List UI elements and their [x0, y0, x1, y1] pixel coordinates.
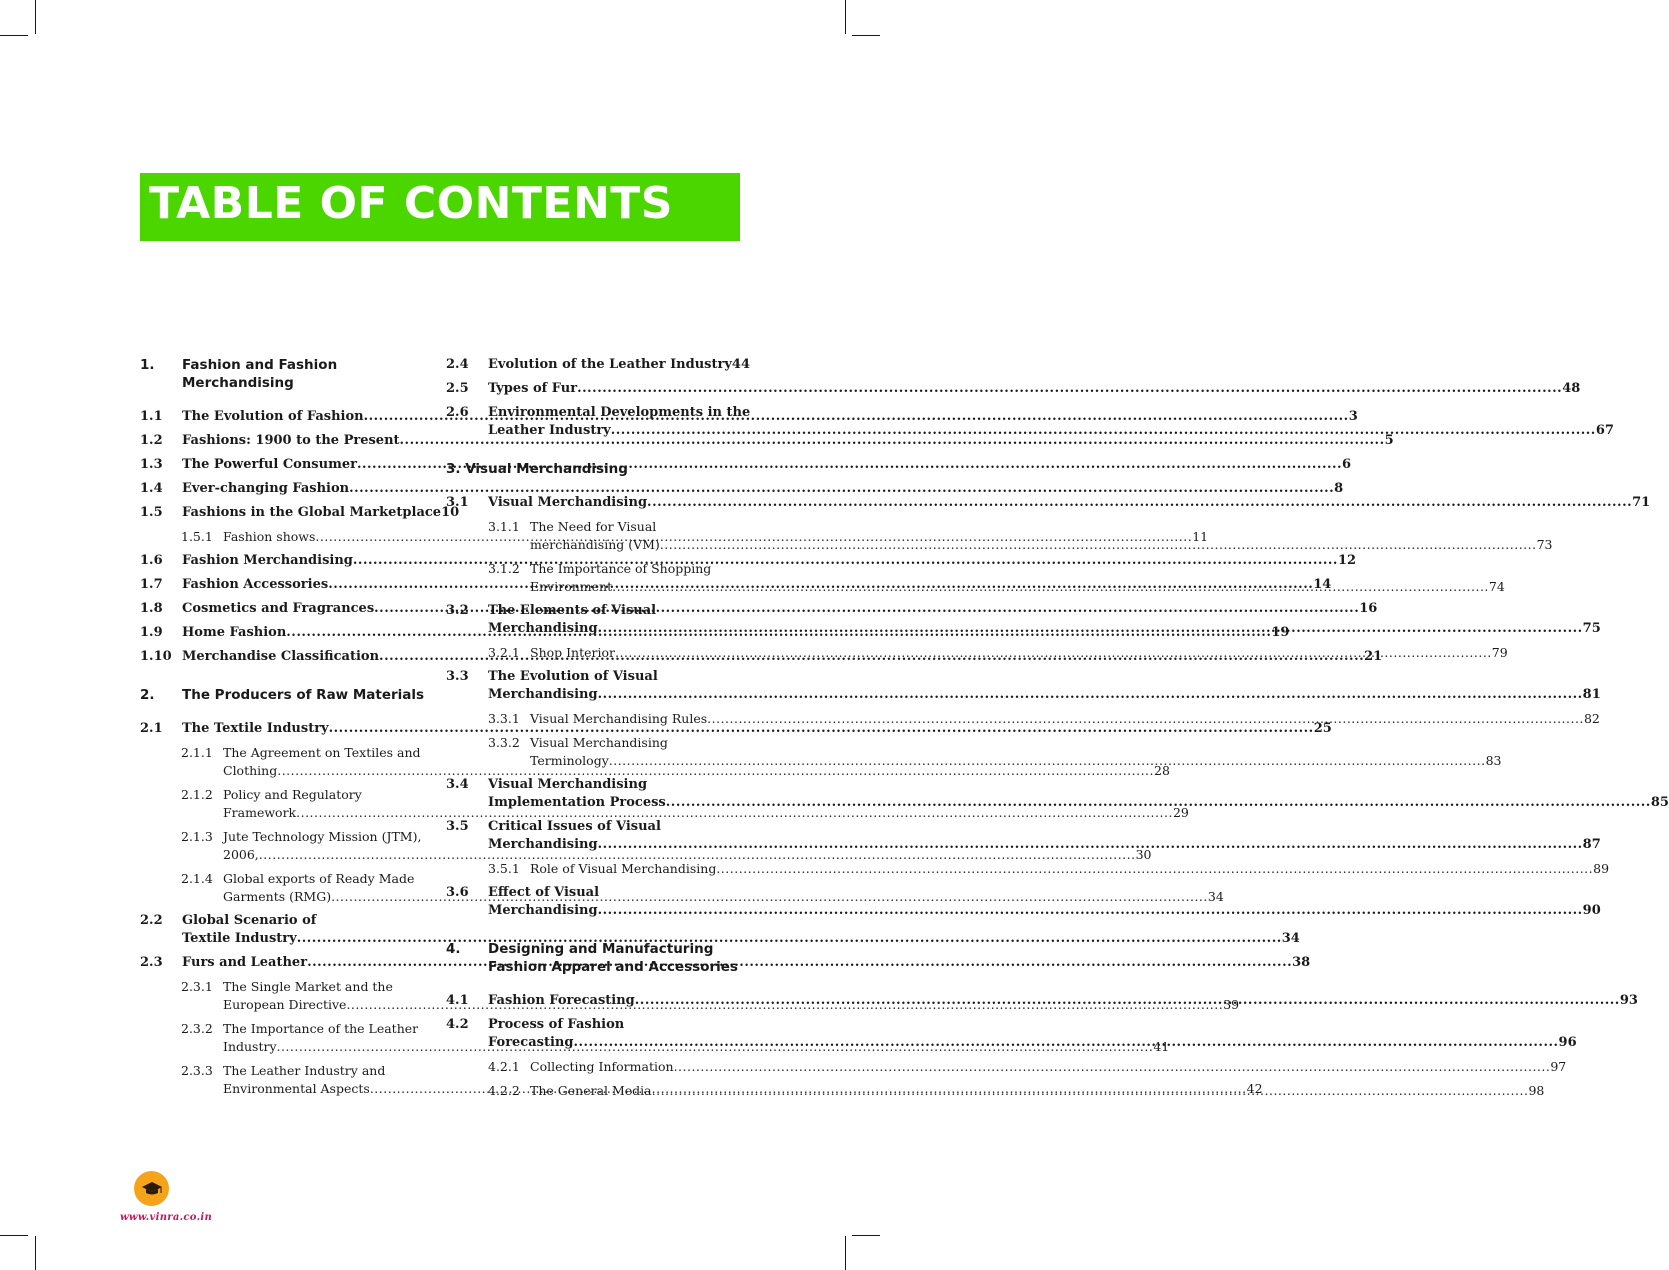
- toc-entry-title: European Directive: [223, 997, 347, 1012]
- toc-page-number: 14: [1313, 577, 1332, 592]
- toc-page-number: 12: [1337, 553, 1357, 568]
- toc-entry-number: 3.1.1: [488, 519, 520, 534]
- toc-entry-title: Collecting Information: [530, 1059, 674, 1074]
- toc-entry-number: 2.3.3: [181, 1063, 213, 1078]
- toc-entry-number: 2.2: [140, 913, 163, 928]
- dot-leader: [647, 494, 1632, 512]
- toc-page-number: 19: [1271, 625, 1290, 640]
- dot-leader: [297, 930, 1282, 948]
- dot-leader: [707, 710, 1584, 728]
- toc-entry-title: Home Fashion: [182, 625, 287, 640]
- toc-page-number: 29: [1172, 805, 1189, 820]
- toc-page-number: 16: [1359, 601, 1378, 616]
- dot-leader: [573, 1034, 1558, 1052]
- crop-mark: [0, 1235, 28, 1236]
- toc-entry-title: Visual Merchandising: [488, 777, 648, 792]
- toc-entry-number: 4.1: [446, 993, 469, 1008]
- toc-entry-number: 1.: [140, 357, 155, 373]
- toc-page-number: 28: [1154, 763, 1170, 778]
- toc-entry-title: The Producers of Raw Materials: [182, 687, 425, 703]
- toc-entry-number: 2.3: [140, 955, 163, 970]
- toc-entry-number: 1.10: [140, 649, 172, 664]
- dot-leader: [598, 836, 1583, 854]
- toc-entry-title: Fashion and Fashion: [182, 357, 338, 373]
- toc-entry-title: Ever-changing Fashion: [182, 481, 350, 496]
- toc-page-number: 93: [1619, 993, 1638, 1008]
- toc-entry-title: Merchandise Classification: [182, 649, 380, 664]
- toc-entry-title: Furs and Leather: [182, 955, 308, 970]
- toc-entry-number: 4.: [446, 941, 461, 957]
- toc-entry-number: 2.4: [446, 357, 469, 372]
- toc-entry-title: The Need for Visual: [530, 519, 657, 534]
- toc-entry-number: 2.3.1: [181, 979, 213, 994]
- toc-entry-title: Environmental Developments in the: [488, 405, 751, 420]
- toc-entry-title: The Evolution of Fashion: [182, 409, 364, 424]
- toc-entry-title: Clothing: [223, 763, 278, 778]
- toc-entry-title: The Evolution of Visual: [488, 669, 658, 684]
- toc-entry-number: 2.3.2: [181, 1021, 213, 1036]
- toc-entry-title: Leather Industry: [488, 423, 611, 438]
- toc-entry-title: The Importance of Shopping: [530, 561, 712, 576]
- crop-mark: [0, 35, 28, 36]
- dot-leader: [716, 860, 1593, 878]
- toc-entry-number: 3.3.2: [488, 735, 520, 750]
- toc-page-number: 42: [1246, 1081, 1263, 1096]
- toc-page-number: 85: [1650, 795, 1669, 810]
- toc-entry-number: 1.8: [140, 601, 163, 616]
- toc-page-number: 87: [1582, 837, 1601, 852]
- dot-leader: [609, 752, 1486, 770]
- toc-entry-number: 3.2: [446, 603, 469, 618]
- toc-page-number: 79: [1491, 645, 1508, 660]
- toc-page-number: 39: [1223, 997, 1240, 1012]
- toc-entry-number: 3.5.1: [488, 861, 520, 876]
- toc-entry-title: The Agreement on Textiles and: [223, 745, 421, 760]
- dot-leader: [577, 380, 1562, 398]
- toc-entry-title: Designing and Manufacturing: [488, 941, 714, 957]
- toc-entry-number: 3.5: [446, 819, 469, 834]
- toc-entry-title: Global exports of Ready Made: [223, 871, 415, 886]
- toc-entry-title: Effect of Visual: [488, 885, 600, 900]
- toc-entry-number: 3.1: [446, 495, 469, 510]
- dot-leader: [598, 620, 1583, 638]
- toc-entry-title: Process of Fashion: [488, 1017, 625, 1032]
- toc-entry-number: 4.2.2: [488, 1083, 520, 1098]
- dot-leader: [615, 644, 1492, 662]
- toc-page-number: 38: [1292, 955, 1311, 970]
- dot-leader: [674, 1058, 1551, 1076]
- toc-entry-title: Merchandising: [488, 687, 598, 702]
- toc-entry-title: 3. Visual Merchandising: [446, 461, 628, 477]
- toc-entry-number: 2.1: [140, 721, 163, 736]
- toc-page-number: 67: [1595, 423, 1614, 438]
- crop-mark: [852, 35, 880, 36]
- toc-page-number: 89: [1593, 861, 1610, 876]
- toc-page-number: 25: [1313, 721, 1332, 736]
- toc-entry-title: The General Media: [530, 1083, 652, 1098]
- toc-entry-number: 2.6: [446, 405, 469, 420]
- toc-page-number: 10: [441, 505, 460, 520]
- toc-entry-number: 1.4: [140, 481, 163, 496]
- toc-entry-number: 1.5.1: [181, 529, 213, 544]
- toc-page-number: 34: [1207, 889, 1224, 904]
- vinra-logo: [134, 1171, 169, 1206]
- dot-leader: [598, 686, 1583, 704]
- toc-entry-title: Fashion Merchandising: [182, 553, 353, 568]
- toc-entry-number: 3.2.1: [488, 645, 520, 660]
- toc-entry-title: The Textile Industry: [182, 721, 329, 736]
- toc-entry-number: 2.1.3: [181, 829, 213, 844]
- toc-entry-title: Implementation Process: [488, 795, 666, 810]
- toc-entry-title: Fashion Apparel and Accessories: [488, 959, 738, 975]
- toc-entry-number: 1.3: [140, 457, 163, 472]
- toc-entry-title: Merchandising: [488, 621, 598, 636]
- toc-entry-title: Visual Merchandising: [530, 735, 668, 750]
- dot-leader: [652, 1082, 1529, 1100]
- toc-page-number: 74: [1488, 579, 1505, 594]
- title-banner: [140, 173, 740, 241]
- dot-leader: [598, 902, 1583, 920]
- toc-entry-title: Cosmetics and Fragrances: [182, 601, 375, 616]
- toc-entry-title: The Powerful Consumer: [182, 457, 357, 472]
- toc-page-number: 48: [1562, 381, 1581, 396]
- toc-page-number: 11: [1192, 529, 1209, 544]
- toc-entry-number: 4.2: [446, 1017, 469, 1032]
- toc-page-number: 41: [1153, 1039, 1170, 1054]
- toc-entry-title: Types of Fur: [488, 381, 578, 396]
- toc-entry-title: Terminology: [530, 753, 609, 768]
- toc-entry-title: Fashion Accessories: [182, 577, 329, 592]
- toc-page-number: 73: [1536, 537, 1553, 552]
- dot-leader: [666, 794, 1651, 812]
- toc-entry-title: The Leather Industry and: [223, 1063, 386, 1078]
- toc-entry-title: Evolution of the Leather Industry: [488, 357, 732, 372]
- toc-entry-title: Jute Technology Mission (JTM),: [223, 829, 422, 844]
- toc-page-number: 6: [1342, 457, 1352, 472]
- dot-leader: [635, 992, 1620, 1010]
- graduation-cap-icon: [141, 1181, 163, 1197]
- toc-page-number: 8: [1334, 481, 1344, 496]
- toc-entry-number: 1.6: [140, 553, 163, 568]
- toc-entry-title: Critical Issues of Visual: [488, 819, 661, 834]
- toc-entry-number: 4.2.1: [488, 1059, 520, 1074]
- toc-entry-title: Fashions: 1900 to the Present: [182, 433, 400, 448]
- toc-entry-title: Shop Interior: [530, 645, 615, 660]
- toc-entry-title: Merchandising: [182, 375, 294, 391]
- toc-entry-number: 1.7: [140, 577, 163, 592]
- toc-page-number: 5: [1384, 433, 1394, 448]
- crop-mark: [852, 1235, 880, 1236]
- toc-entry-number: 1.1: [140, 409, 163, 424]
- toc-entry-number: 2.1.2: [181, 787, 213, 802]
- toc-entry-title: Role of Visual Merchandising: [530, 861, 717, 876]
- toc-entry-title: Fashion Forecasting: [488, 993, 635, 1008]
- toc-entry-title: merchandising (VM): [530, 537, 660, 552]
- crop-mark: [35, 1236, 36, 1270]
- toc-entry-number: 3.1.2: [488, 561, 520, 576]
- toc-page-number: 90: [1582, 903, 1601, 918]
- dot-leader: [612, 578, 1489, 596]
- toc-entry-title: Fashions in the Global Marketplace: [182, 505, 442, 520]
- toc-entry-title: Industry: [223, 1039, 277, 1054]
- toc-page-number: 81: [1582, 687, 1601, 702]
- toc-entry-title: The Single Market and the: [223, 979, 393, 994]
- toc-entry-title: Visual Merchandising: [488, 495, 648, 510]
- toc-entry-title: Forecasting: [488, 1035, 574, 1050]
- toc-page-number: 34: [1281, 931, 1300, 946]
- toc-page-number: 3: [1348, 409, 1358, 424]
- toc-page-number: 83: [1485, 753, 1502, 768]
- toc-entry-title: Framework: [223, 805, 297, 820]
- dot-leader: [660, 536, 1537, 554]
- toc-entry-number: 3.3: [446, 669, 469, 684]
- toc-entry-title: Merchandising: [488, 837, 598, 852]
- toc-page-number: 98: [1528, 1083, 1545, 1098]
- toc-page-number: 96: [1558, 1035, 1577, 1050]
- website-link[interactable]: www.vinra.co.in: [120, 1212, 213, 1223]
- toc-entry-number: 2.1.4: [181, 871, 213, 886]
- toc-entry-title: 2006,: [223, 847, 259, 862]
- crop-mark: [35, 0, 36, 34]
- toc-entry-number: 3.4: [446, 777, 469, 792]
- toc-page-number: 82: [1583, 711, 1600, 726]
- toc-entry-title: Environment: [530, 579, 613, 594]
- toc-entry-title: Visual Merchandising Rules: [530, 711, 708, 726]
- toc-entry-title: Global Scenario of: [182, 913, 317, 928]
- toc-entry-number: 3.3.1: [488, 711, 520, 726]
- crop-mark: [845, 0, 846, 34]
- crop-mark: [845, 1236, 846, 1270]
- dot-leader: [611, 422, 1596, 440]
- toc-entry-number: 1.5: [140, 505, 163, 520]
- toc-entry-title: Environmental Aspects: [223, 1081, 370, 1096]
- page-title: TABLE OF CONTENTS: [149, 178, 673, 229]
- toc-entry-title: Garments (RMG): [223, 889, 332, 904]
- toc-entry-title: Policy and Regulatory: [223, 787, 362, 802]
- toc-page-number: 75: [1582, 621, 1601, 636]
- toc-entry-title: Textile Industry: [182, 931, 297, 946]
- toc-entry-number: 2.: [140, 687, 155, 703]
- toc-entry-title: The Elements of Visual: [488, 603, 657, 618]
- toc-entry-number: 2.5: [446, 381, 469, 396]
- toc-entry-number: 2.1.1: [181, 745, 213, 760]
- toc-page-number: 97: [1550, 1059, 1567, 1074]
- toc-entry-title: The Importance of the Leather: [223, 1021, 419, 1036]
- toc-page-number: 44: [731, 357, 750, 372]
- toc-page-number: 30: [1135, 847, 1152, 862]
- toc-entry-title: Merchandising: [488, 903, 598, 918]
- toc-page-number: 21: [1364, 649, 1383, 664]
- toc-entry-number: 3.6: [446, 885, 469, 900]
- toc-entry-title: Fashion shows: [223, 529, 316, 544]
- toc-entry-number: 1.9: [140, 625, 163, 640]
- toc-page-number: 71: [1632, 495, 1651, 510]
- toc-entry-number: 1.2: [140, 433, 163, 448]
